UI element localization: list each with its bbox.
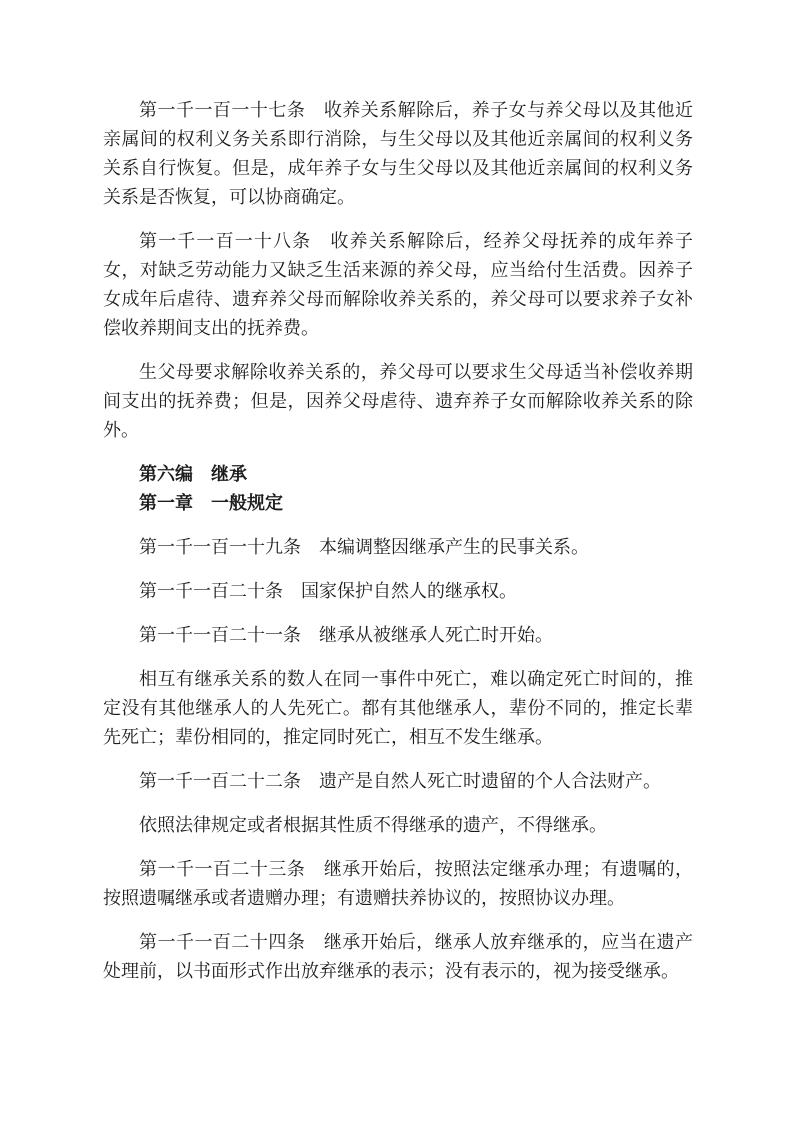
article-1123-paragraph: 第一千一百二十三条 继承开始后，按照法定继承办理；有遗嘱的，按照遗嘱继承或者遗赠办理；有遗赠扶养协议的，按照协议办理。: [103, 859, 693, 908]
article-1122-paragraph-2: 依照法律规定或者根据其性质不得继承的遗产，不得继承。: [139, 815, 607, 835]
article-1118-paragraph-1: 第一千一百一十八条 收养关系解除后，经养父母抚养的成年养子女，对缺乏劳动能力又缺乏生活来源的养父母，应当给付生活费。因养子女成年后虐待、遗弃养父母而解除收养关系的，养父母可以要求养子女补偿收养期间支出的抚养费。: [103, 231, 693, 338]
part-6-heading: 第六编 继承: [139, 464, 247, 484]
document-content: [103, 96, 693, 1001]
article-1118-paragraph-2: 生父母要求解除收养关系的，养父母可以要求生父母适当补偿收养期间支出的抚养费；但是，因养父母虐待、遗弃养子女而解除收养关系的除外。: [103, 362, 693, 440]
article-1120-paragraph: 第一千一百二十条 国家保护自然人的继承权。: [139, 581, 517, 601]
chapter-1-heading: 第一章 一般规定: [139, 493, 283, 513]
article-1122-paragraph-1: 第一千一百二十二条 遗产是自然人死亡时遗留的个人合法财产。: [139, 771, 661, 791]
article-1117-paragraph: 第一千一百一十七条 收养关系解除后，养子女与养父母以及其他近亲属间的权利义务关系即行消除，与生父母以及其他近亲属间的权利义务关系自行恢复。但是，成年养子女与生父母以及其他近亲属间的权利义务关系是否恢复，可以协商确定。: [103, 100, 693, 207]
article-1124-paragraph: 第一千一百二十四条 继承开始后，继承人放弃继承的，应当在遗产处理前，以书面形式作出放弃继承的表示；没有表示的，视为接受继承。: [103, 932, 693, 981]
article-1121-paragraph-2: 相互有继承关系的数人在同一事件中死亡，难以确定死亡时间的，推定没有其他继承人的人先死亡。都有其他继承人，辈份不同的，推定长辈先死亡；辈份相同的，推定同时死亡，相互不发生继承。: [103, 669, 693, 747]
article-1121-paragraph-1: 第一千一百二十一条 继承从被继承人死亡时开始。: [139, 625, 553, 645]
article-1119-paragraph: 第一千一百一十九条 本编调整因继承产生的民事关系。: [139, 537, 589, 557]
